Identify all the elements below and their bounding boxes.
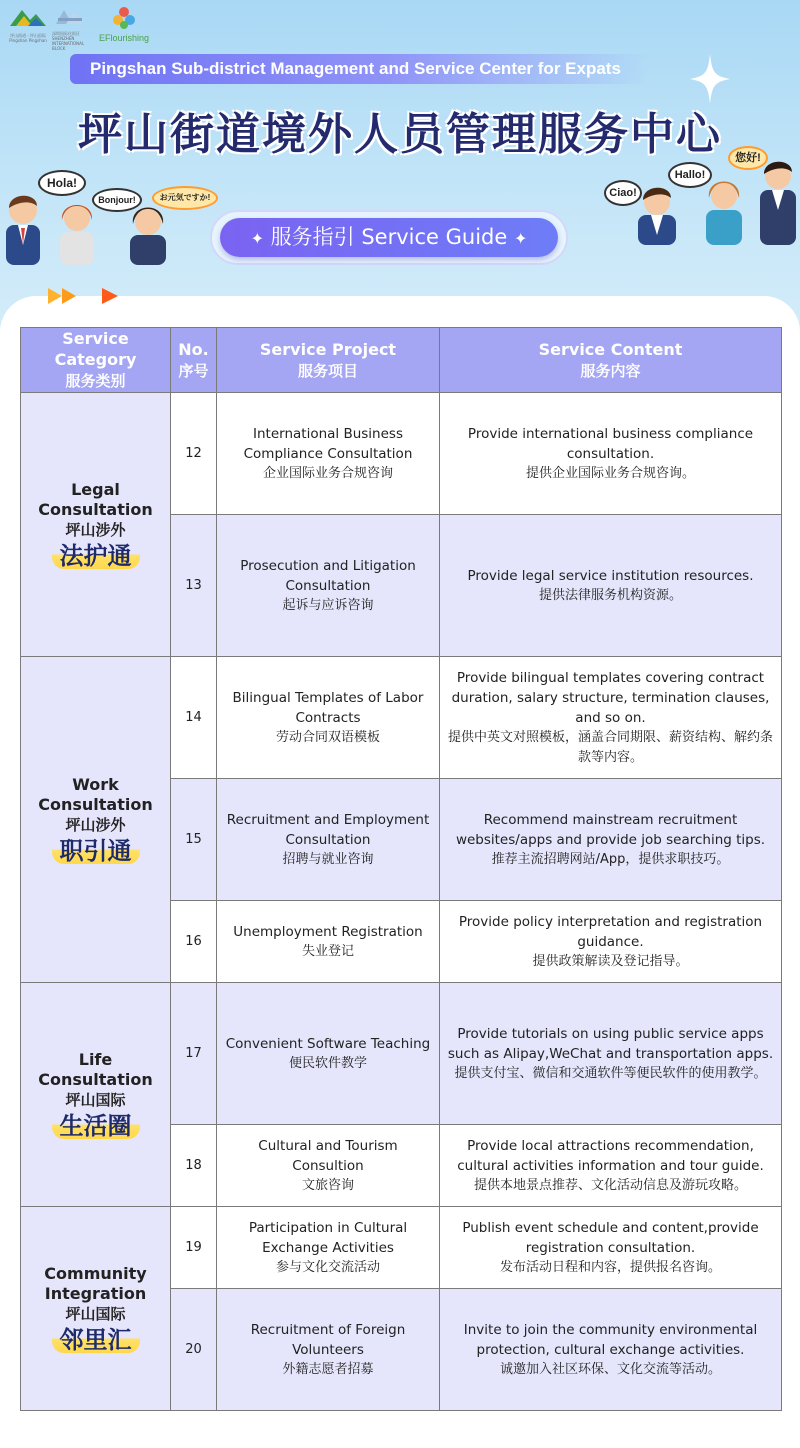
greeting-nihao: 您好!: [735, 152, 761, 164]
service-project: Prosecution and Litigation Consultation 起诉与应诉咨询: [217, 515, 440, 657]
row-number: 15: [171, 779, 217, 901]
greeting-bonjour-bubble: [92, 188, 142, 212]
greeting-ogenki-bubble: [152, 186, 218, 210]
service-content: Provide policy interpretation and registration guidance. 提供政策解读及登记指导。: [440, 901, 782, 983]
header-category: Service Category 服务类别: [21, 328, 171, 393]
service-content: Provide tutorials on using public service apps such as Alipay,WeChat and transportation apps. 提供支付宝、微信和交通软件等便民软件的使用教学。: [440, 983, 782, 1125]
header-content: Service Content 服务内容: [440, 328, 782, 393]
row-number: 17: [171, 983, 217, 1125]
service-project: International Business Compliance Consultation 企业国际业务合规咨询: [217, 393, 440, 515]
sparkle-right-icon: ✦: [514, 229, 528, 248]
category-tag: 邻里汇: [52, 1327, 140, 1353]
category-work: Work Consultation 坪山涉外 职引通: [21, 657, 171, 983]
greeting-ogenki: お元気ですか!: [159, 193, 211, 202]
pingshan-logo: [8, 6, 48, 43]
service-project: Unemployment Registration 失业登记: [217, 901, 440, 983]
logo3-caption: EFlourishing: [98, 33, 150, 43]
service-content: Provide bilingual templates covering contract duration, salary structure, termination clauses, and so on. 提供中英文对照模板，涵盖合同期限、薪资结构、解约条款等内容。: [440, 657, 782, 779]
row-number: 13: [171, 515, 217, 657]
table-row: [21, 1207, 782, 1289]
service-project: Bilingual Templates of Labor Contracts 劳动合同双语模板: [217, 657, 440, 779]
service-content: Provide international business compliance consultation. 提供企业国际业务合规咨询。: [440, 393, 782, 515]
service-content: Recommend mainstream recruitment websites/apps and provide job searching tips. 推荐主流招聘网站/App，提供求职技巧。: [440, 779, 782, 901]
table-row: [21, 983, 782, 1125]
service-content: Invite to join the community environmental protection, cultural exchange activities. 诚邀加入社区环保、文化交流等活动。: [440, 1289, 782, 1411]
greeting-bonjour: Bonjour!: [98, 195, 136, 205]
category-tag: 职引通: [52, 838, 140, 864]
logo2-caption: 深圳国际化街区 SHENZHEN INTERNATIONAL BLOCK: [52, 31, 85, 51]
table-header-row: [21, 328, 782, 393]
service-project: Recruitment of Foreign Volunteers 外籍志愿者招募: [217, 1289, 440, 1411]
row-number: 16: [171, 901, 217, 983]
row-number: 12: [171, 393, 217, 515]
sparkle-icon: [690, 54, 730, 104]
row-number: 20: [171, 1289, 217, 1411]
row-number: 19: [171, 1207, 217, 1289]
category-tag: 生活圈: [52, 1113, 140, 1139]
table-row: [21, 393, 782, 515]
logo1-caption: 坪山街道 · 坪山国际 Pingshan Pingshan: [9, 33, 47, 43]
people-left-illustration: [0, 160, 175, 265]
header-project: Service Project 服务项目: [217, 328, 440, 393]
row-number: 18: [171, 1125, 217, 1207]
category-tag: 法护通: [52, 543, 140, 569]
service-content: Publish event schedule and content,provide registration consultation. 发布活动日程和内容，提供报名咨询。: [440, 1207, 782, 1289]
greeting-hola-bubble: [38, 170, 86, 196]
category-legal: Legal Consultation 坪山涉外 法护通: [21, 393, 171, 657]
row-number: 14: [171, 657, 217, 779]
greeting-ciao: Ciao!: [609, 187, 637, 199]
service-project: Participation in Cultural Exchange Activities 参与文化交流活动: [217, 1207, 440, 1289]
subtitle-banner: Pingshan Sub-district Management and Service Center for Expats: [70, 54, 650, 84]
greeting-hallo: Hallo!: [674, 169, 706, 181]
greeting-nihao-bubble: [728, 146, 768, 170]
category-community: Community Integration 坪山国际 邻里汇: [21, 1207, 171, 1411]
greeting-ciao-bubble: [604, 180, 642, 206]
service-guide-pill: [210, 210, 568, 265]
shenzhen-block-logo: [52, 6, 88, 51]
decorative-arrows-icon: [48, 286, 128, 306]
service-guide-text: 服务指引 Service Guide: [270, 225, 508, 249]
service-project: Cultural and Tourism Consultion 文旅咨询: [217, 1125, 440, 1207]
sparkle-left-icon: ✦: [250, 229, 264, 248]
service-content: Provide legal service institution resources. 提供法律服务机构资源。: [440, 515, 782, 657]
service-content: Provide local attractions recommendation, cultural activities information and tour guide. 提供本地景点推荐、文化活动信息及游玩攻略。: [440, 1125, 782, 1207]
service-guide-label: [220, 218, 558, 257]
service-project: Recruitment and Employment Consultation 招聘与就业咨询: [217, 779, 440, 901]
service-table: [20, 327, 782, 1411]
service-project: Convenient Software Teaching 便民软件教学: [217, 983, 440, 1125]
greeting-hola: Hola!: [47, 176, 77, 190]
eflourishing-logo: [92, 6, 156, 41]
greeting-hallo-bubble: [668, 162, 712, 188]
table-row: [21, 657, 782, 779]
people-right-illustration: [620, 150, 800, 245]
page-title: 坪山街道境外人员管理服务中心: [78, 109, 722, 160]
header-no: No. 序号: [171, 328, 217, 393]
category-life: Life Consultation 坪山国际 生活圈: [21, 983, 171, 1207]
